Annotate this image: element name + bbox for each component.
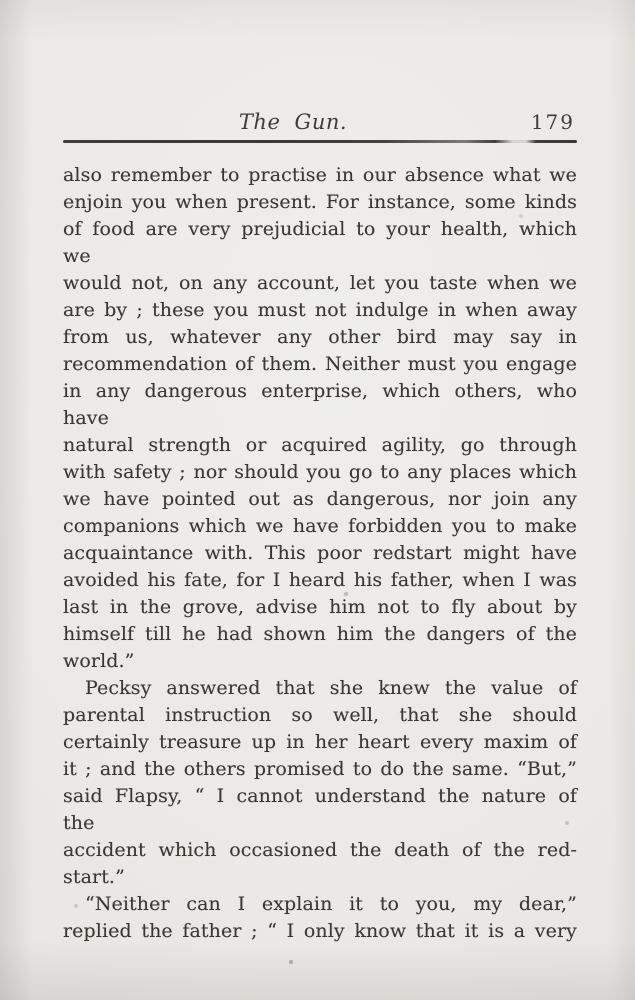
text-line: enjoin you when present. For instance, some kinds: [63, 190, 577, 213]
text-line: replied the father ; “ I only know that it is a very: [63, 919, 577, 942]
text-line: it ; and the others promised to do the same. “But,”: [63, 757, 577, 780]
text-line: also remember to practise in our absence what we: [63, 163, 577, 186]
text-line: with safety ; nor should you go to any places which: [63, 460, 577, 483]
text-line: parental instruction so well, that she should: [63, 703, 577, 726]
text-line: recommendation of them. Neither must you engage: [63, 352, 577, 375]
paper-specks: [0, 0, 2, 2]
text-block: [63, 110, 577, 945]
text-line: of food are very prejudicial to your health, which we: [63, 217, 577, 267]
text-line: start.”: [63, 865, 125, 888]
text-line: natural strength or acquired agility, go through: [63, 433, 577, 456]
paragraph: [63, 162, 577, 675]
text-line: himself till he had shown him the dangers of the: [63, 622, 577, 645]
paragraph: [63, 891, 577, 945]
text-line: from us, whatever any other bird may say in: [63, 325, 577, 348]
text-line: “Neither can I explain it to you, my dear,”: [85, 892, 577, 915]
text-line: certainly treasure up in her heart every maxim of: [63, 730, 577, 753]
header-rule: [63, 140, 577, 143]
text-line: in any dangerous enterprise, which others, who have: [63, 379, 577, 429]
running-head: [63, 110, 577, 137]
text-line: said Flapsy, “ I cannot understand the nature of the: [63, 784, 577, 834]
running-head-title: The Gun.: [238, 110, 348, 134]
text-line: accident which occasioned the death of the red-: [63, 838, 577, 861]
text-line: would not, on any account, let you taste when we: [63, 271, 577, 294]
text-line: we have pointed out as dangerous, nor join any: [63, 487, 577, 510]
text-line: world.”: [63, 649, 135, 672]
body-text: [63, 162, 577, 945]
paragraph: [63, 675, 577, 891]
text-line: are by ; these you must not indulge in when away: [63, 298, 577, 321]
text-line: Pecksy answered that she knew the value of: [85, 676, 577, 699]
text-line: companions which we have forbidden you to make: [63, 514, 577, 537]
page-number: 179: [530, 110, 575, 134]
text-line: last in the grove, advise him not to fly about by: [63, 595, 577, 618]
text-line: avoided his fate, for I heard his father, when I was: [63, 568, 577, 591]
text-line: acquaintance with. This poor redstart might have: [63, 541, 577, 564]
